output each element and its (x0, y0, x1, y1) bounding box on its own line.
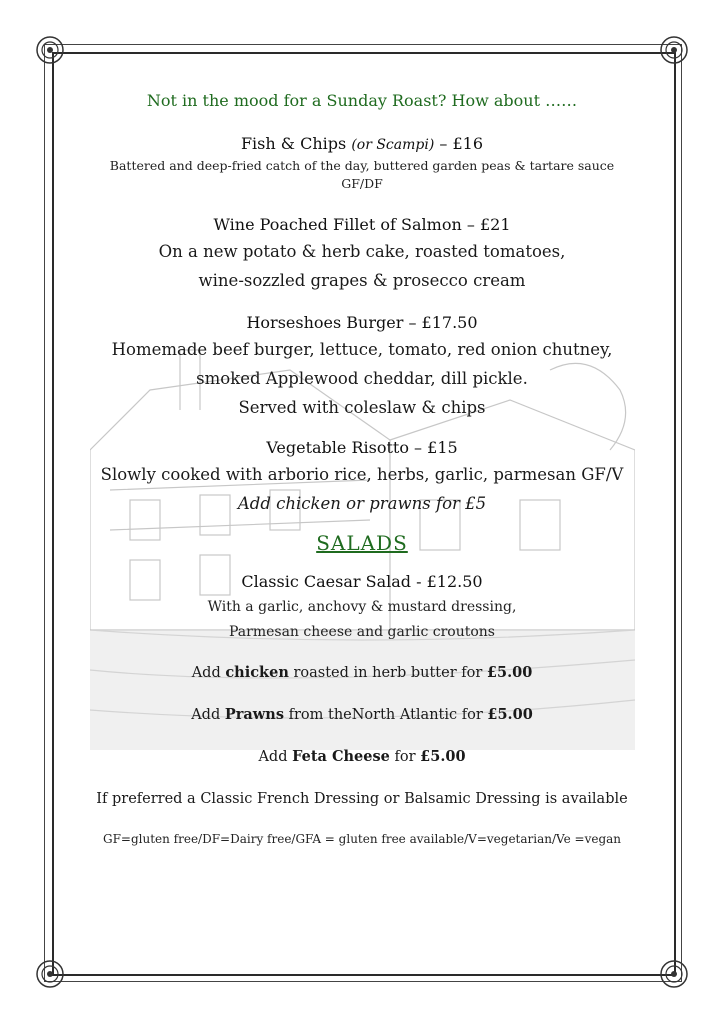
dish-addon-note: Add chicken or prawns for £5 (237, 494, 487, 513)
dish-title: Classic Caesar Salad - £12.50 (241, 572, 483, 591)
addon-item: Prawns (224, 706, 284, 723)
dietary-legend: GF=gluten free/DF=Dairy free/GFA = gluten free available/V=vegetarian/Ve =vegan (102, 832, 622, 846)
addon-line (70, 662, 654, 684)
addon-mid: roasted in herb butter for (288, 665, 487, 681)
dish-caesar (70, 570, 654, 644)
corner-flourish-icon (30, 30, 70, 70)
dish-description: Homemade beef burger, lettuce, tomato, red onion chutney, (111, 340, 613, 359)
salad-addons (70, 662, 654, 810)
dish-title: Horseshoes Burger – £17.50 (246, 313, 478, 332)
corner-flourish-icon (30, 954, 70, 994)
dish-price: – £16 (439, 134, 484, 153)
addon-pre: Add (191, 665, 226, 681)
dish-title-italic: (or Scampi) (351, 137, 435, 153)
corner-flourish-icon (654, 30, 694, 70)
dish-title: Wine Poached Fillet of Salmon – £21 (213, 215, 511, 234)
dish-title (70, 132, 654, 157)
dish-burger (70, 311, 654, 422)
dressing-note: If preferred a Classic French Dressing or Balsamic Dressing is available (96, 791, 628, 807)
addon-pre: Add (258, 749, 293, 765)
dish-title-main: Fish & Chips (240, 134, 347, 153)
addon-mid: from theNorth Atlantic for (284, 707, 488, 723)
dish-description: On a new potato & herb cake, roasted tomatoes, (158, 242, 566, 261)
dish-title: Vegetable Risotto – £15 (266, 438, 458, 457)
dish-description: Served with coleslaw & chips (238, 398, 486, 417)
addon-item: chicken (225, 664, 289, 681)
dish-description: smoked Applewood cheddar, dill pickle. (196, 369, 528, 388)
dish-risotto (70, 436, 654, 518)
addon-line (70, 704, 654, 726)
corner-flourish-icon (654, 954, 694, 994)
dish-description: Slowly cooked with arborio rice, herbs, garlic, parmesan GF/V (100, 465, 624, 484)
dish-description: With a garlic, anchovy & mustard dressing, (207, 599, 517, 615)
menu-content (70, 86, 654, 848)
dish-description: wine-sozzled grapes & prosecco cream (198, 271, 526, 290)
addon-price: £5.00 (420, 748, 466, 765)
salads-heading: SALADS (316, 531, 408, 555)
dish-description: Parmesan cheese and garlic croutons (229, 624, 495, 640)
addon-price: £5.00 (486, 664, 533, 681)
addon-price: £5.00 (487, 706, 533, 723)
dish-salmon (70, 213, 654, 295)
addon-line (70, 746, 654, 768)
dish-description: Battered and deep-fried catch of the day, buttered garden peas & tartare sauce (109, 158, 615, 173)
dish-dietary: GF/DF (341, 176, 383, 191)
dish-fish (70, 132, 654, 193)
intro-heading: Not in the mood for a Sunday Roast? How about …… (146, 91, 578, 110)
addon-mid: for (389, 749, 421, 765)
addon-item: Feta Cheese (292, 748, 390, 765)
addon-pre: Add (191, 707, 225, 723)
